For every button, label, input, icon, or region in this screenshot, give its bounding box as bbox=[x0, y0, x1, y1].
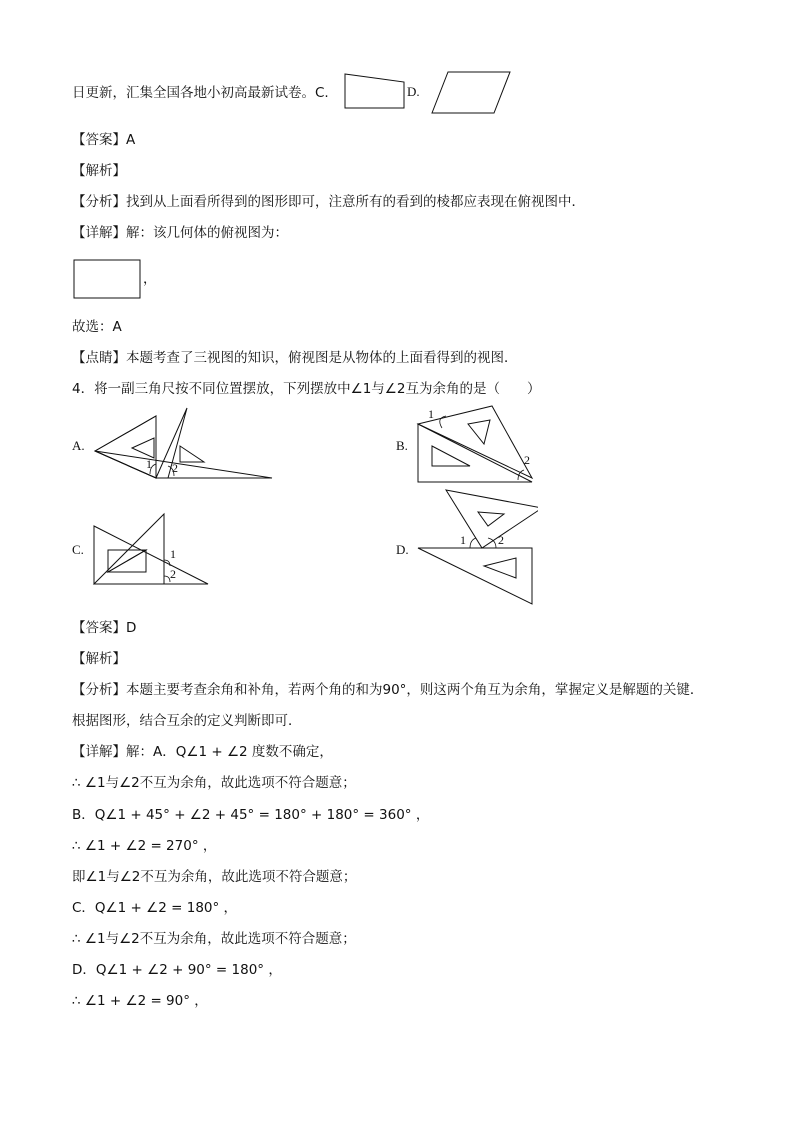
q4-option-a-figure bbox=[92, 406, 282, 482]
q4-detail-line7: ∴ ∠1与∠2不互为余角，故此选项不符合题意； bbox=[72, 931, 356, 947]
q3-xiangjie: 【详解】解：该几何体的俯视图为： bbox=[72, 225, 288, 241]
q4-fenxi-line2: 根据图形，结合互余的定义判断即可． bbox=[72, 713, 302, 729]
q4-answer: 【答案】D bbox=[72, 620, 137, 636]
q4-stem: 4．将一副三角尺按不同位置摆放，下列摆放中∠1与∠2互为余角的是（ ） bbox=[72, 381, 541, 397]
q4-b-angle1: 1 bbox=[428, 407, 434, 421]
q4-detail-line1: 【详解】解：A．Q∠1 + ∠2 度数不确定， bbox=[72, 744, 333, 760]
option-d-parallelogram bbox=[432, 72, 510, 113]
top-line-text: 日更新，汇集全国各地小初高最新试卷。C. bbox=[72, 85, 329, 101]
q4-c-angle1: 1 bbox=[170, 547, 176, 561]
q4-analysis-heading: 【解析】 bbox=[72, 651, 126, 667]
option-c-d-shapes bbox=[340, 68, 520, 114]
q3-choose: 故选：A bbox=[72, 319, 122, 335]
q4-fenxi-line1: 【分析】本题主要考查余角和补角，若两个角的和为90°，则这两个角互为余角，掌握定义是解题的关键． bbox=[72, 682, 704, 698]
q4-d-angle2: 2 bbox=[498, 533, 504, 547]
q4-option-d-label: D. bbox=[396, 542, 409, 557]
q3-comma: ， bbox=[143, 271, 157, 287]
q4-option-c-label: C. bbox=[72, 542, 84, 557]
option-c-trapezoid bbox=[345, 74, 404, 108]
q4-detail-line6: C．Q∠1 + ∠2 = 180° ， bbox=[72, 900, 238, 916]
q4-detail-line2: ∴ ∠1与∠2不互为余角，故此选项不符合题意； bbox=[72, 775, 356, 791]
option-d-label: D. bbox=[407, 84, 420, 99]
q4-option-c-figure bbox=[90, 512, 212, 588]
q4-a-angle1: 1 bbox=[146, 457, 152, 471]
q4-detail-line8: D．Q∠1 + ∠2 + 90° = 180° ， bbox=[72, 962, 282, 978]
q3-answer: 【答案】A bbox=[72, 132, 136, 148]
q4-detail-line3: B．Q∠1 + 45° + ∠2 + 45° = 180° + 180° = 360° ， bbox=[72, 807, 430, 823]
q3-dianjing: 【点睛】本题考查了三视图的知识，俯视图是从物体的上面看得到的视图． bbox=[72, 350, 518, 366]
q4-option-b-figure bbox=[414, 402, 544, 486]
q4-d-angle1: 1 bbox=[460, 533, 466, 547]
q4-detail-line4: ∴ ∠1 + ∠2 = 270° ， bbox=[72, 838, 217, 854]
q4-option-a-label: A. bbox=[72, 438, 85, 453]
q4-c-angle2: 2 bbox=[170, 567, 176, 581]
q4-option-b-label: B. bbox=[396, 438, 408, 453]
q3-analysis-heading: 【解析】 bbox=[72, 163, 126, 179]
q4-a-angle2: 2 bbox=[172, 461, 178, 475]
q4-detail-line9: ∴ ∠1 + ∠2 = 90° ， bbox=[72, 993, 208, 1009]
q4-option-d-figure bbox=[414, 486, 538, 608]
q4-detail-line5: 即∠1与∠2不互为余角，故此选项不符合题意； bbox=[72, 869, 357, 885]
top-view-rectangle bbox=[72, 258, 144, 302]
q3-fenxi: 【分析】找到从上面看所得到的图形即可，注意所有的看到的棱都应表现在俯视图中． bbox=[72, 194, 585, 210]
q4-b-angle2: 2 bbox=[524, 453, 530, 467]
